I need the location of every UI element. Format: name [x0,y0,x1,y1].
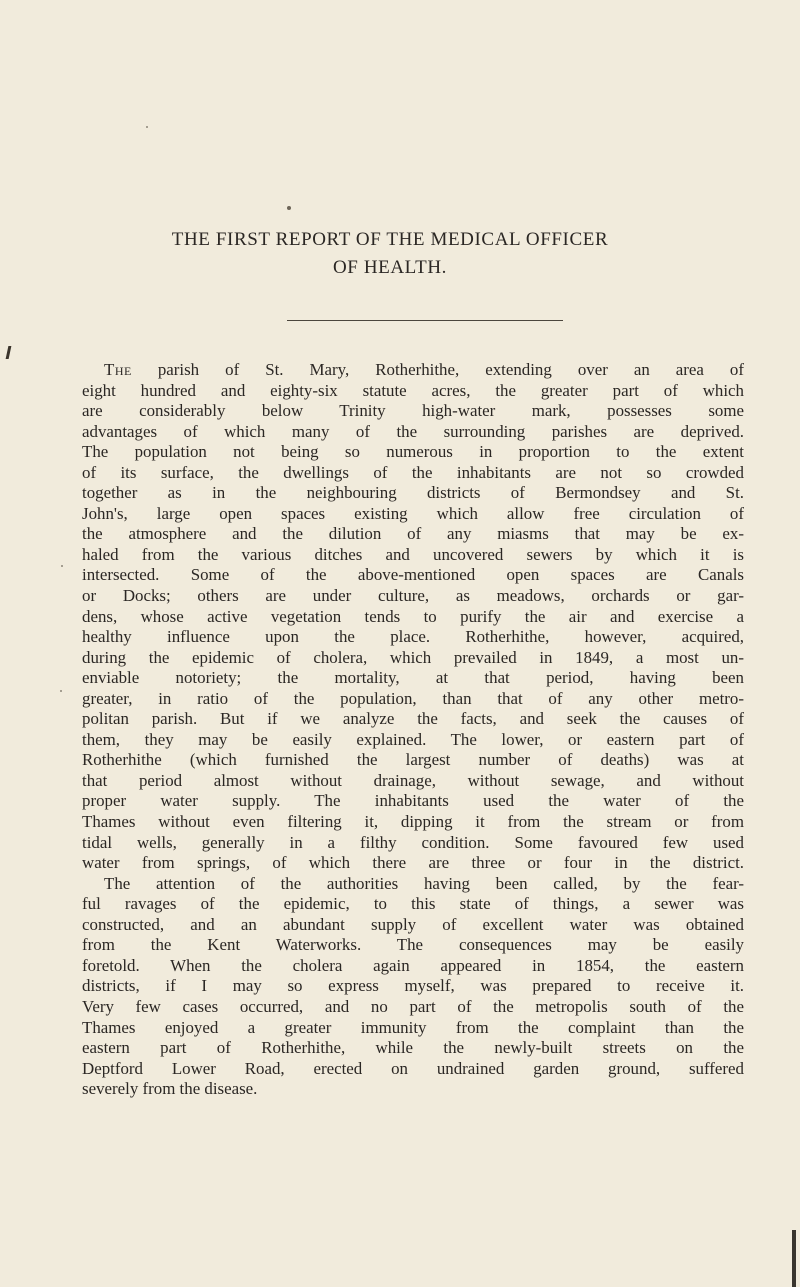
paper-speck [60,690,62,692]
body-line: are considerably below Trinity high-water mark, possesses some [82,401,744,421]
body-line: from the Kent Waterworks. The consequences may be easily [82,935,744,955]
paper-speck [146,126,148,128]
body-line: constructed, and an abundant supply of excellent water was obtained [82,914,744,934]
body-line: haled from the various ditches and uncovered sewers by which it is [82,544,744,564]
paper-speck [61,565,63,567]
body-line: foretold. When the cholera again appeared in 1854, the eastern [82,955,744,975]
body-line: or Docks; others are under culture, as meadows, orchards or gar- [82,586,744,606]
margin-mark [6,346,12,359]
body-line: that period almost without drainage, without sewage, and without [82,770,744,790]
body-line: Deptford Lower Road, erected on undrained garden ground, suffered [82,1058,744,1078]
body-line: Thames without even filtering it, dipping it from the stream or from [82,812,744,832]
body-line: intersected. Some of the above-mentioned open spaces are Canals [82,565,744,585]
opening-word: The [104,360,132,379]
body-line: greater, in ratio of the population, than that of any other metro- [82,688,744,708]
body-line: dens, whose active vegetation tends to purify the air and exercise a [82,606,744,626]
body-line: Rotherhithe (which furnished the largest number of deaths) was at [82,750,744,770]
body-line: ful ravages of the epidemic, to this state of things, a sewer was [82,894,744,914]
body-line: politan parish. But if we analyze the facts, and seek the causes of [82,709,744,729]
body-line: eight hundred and eighty-six statute acres, the greater part of which [82,380,744,400]
report-body [82,360,744,1100]
body-line: the atmosphere and the dilution of any miasms that may be ex- [82,524,744,544]
body-line: them, they may be easily explained. The lower, or eastern part of [82,729,744,749]
body-line: eastern part of Rotherhithe, while the newly-built streets on the [82,1038,744,1058]
body-line: during the epidemic of cholera, which prevailed in 1849, a most un- [82,647,744,667]
body-line: together as in the neighbouring districts of Bermondsey and St. [82,483,744,503]
body-line: John's, large open spaces existing which allow free circulation of [82,503,744,523]
body-line: severely from the disease. [82,1079,258,1099]
report-title [100,226,680,282]
page-edge-mark [792,1230,796,1287]
body-line: Very few cases occurred, and no part of the metropolis south of the [82,996,744,1016]
body-line: proper water supply. The inhabitants used the water of the [82,791,744,811]
body-line: advantages of which many of the surrounding parishes are deprived. [82,421,744,441]
body-line: The attention of the authorities having been called, by the fear- [104,873,744,893]
body-line: enviable notoriety; the mortality, at that period, having been [82,668,744,688]
body-line: Thames enjoyed a greater immunity from the complaint than the [82,1017,744,1037]
body-line: The parish of St. Mary, Rotherhithe, extending over an area of [104,360,744,379]
body-line: districts, if I may so express myself, was prepared to receive it. [82,976,744,996]
body-line: tidal wells, generally in a filthy condition. Some favoured few used [82,832,744,852]
title-line-2: OF HEALTH. [332,257,448,278]
title-divider [287,320,563,321]
title-line-1: THE FIRST REPORT OF THE MEDICAL OFFICER [171,229,609,250]
body-line: of its surface, the dwellings of the inhabitants are not so crowded [82,462,744,482]
body-line: water from springs, of which there are three or four in the district. [82,853,744,873]
body-line: healthy influence upon the place. Rotherhithe, however, acquired, [82,627,744,647]
body-line: The population not being so numerous in proportion to the extent [82,442,744,462]
ink-dot [287,206,291,210]
